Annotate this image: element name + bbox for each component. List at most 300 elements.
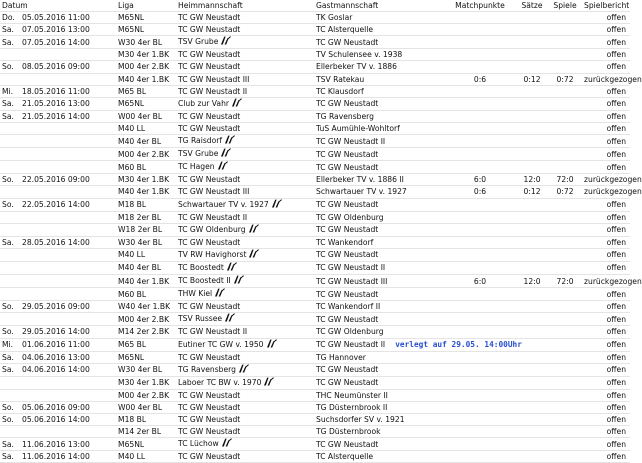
match-report-status[interactable]: offen xyxy=(582,122,630,134)
match-report-status[interactable]: offen xyxy=(582,389,630,401)
match-sets xyxy=(516,261,548,274)
match-day xyxy=(0,426,20,438)
table-row[interactable] xyxy=(0,148,630,161)
match-report-status[interactable]: offen xyxy=(582,451,630,463)
table-body xyxy=(0,12,642,463)
header-liga[interactable]: Liga xyxy=(116,0,176,12)
match-day xyxy=(0,211,20,223)
match-date: 05.06.2016 14:00 xyxy=(20,414,116,426)
match-date: 28.05.2016 14:00 xyxy=(20,236,116,248)
table-row[interactable] xyxy=(0,223,630,236)
match-date: 21.05.2016 14:00 xyxy=(20,110,116,122)
header-spiele[interactable]: Spiele xyxy=(548,0,582,12)
match-report-status[interactable]: zurückgezogen xyxy=(584,175,642,185)
guest-team-name: TG Düsternbrook xyxy=(316,427,381,437)
match-report-status[interactable]: offen xyxy=(582,248,630,261)
match-sets: 0:12 xyxy=(516,186,548,198)
guest-team-name: Suchsdorfer SV v. 1921 xyxy=(316,415,405,425)
match-day: Sa. xyxy=(0,24,20,36)
guest-team-name: Schwartauer TV v. 1927 xyxy=(316,187,407,197)
match-games xyxy=(548,148,582,161)
home-team-name: TC GW Neustadt xyxy=(178,123,241,133)
home-team-name: TC GW Neustadt xyxy=(178,175,241,185)
guest-team-name: TC GW Neustadt xyxy=(316,378,379,388)
home-team-name: TG Ravensberg xyxy=(178,364,236,374)
match-league: M40 4er 1.BK xyxy=(116,73,176,85)
guest-team xyxy=(314,426,444,438)
guest-team xyxy=(314,275,444,288)
match-points xyxy=(444,288,516,301)
location-pin-icon[interactable] xyxy=(231,98,242,110)
table-row[interactable] xyxy=(0,288,630,301)
match-report-status[interactable]: offen xyxy=(582,313,630,326)
match-games xyxy=(548,438,582,451)
match-points xyxy=(444,451,516,463)
guest-team-name: TC Wankendorf II xyxy=(316,302,381,312)
match-report-status[interactable]: offen xyxy=(582,338,630,351)
match-games xyxy=(548,426,582,438)
match-points xyxy=(444,12,516,24)
match-report-status[interactable]: offen xyxy=(582,438,630,451)
match-report-status[interactable]: offen xyxy=(582,135,630,148)
match-points: 0:6 xyxy=(444,73,516,85)
match-day: Sa. xyxy=(0,451,20,463)
table-row[interactable] xyxy=(0,36,630,49)
match-points xyxy=(444,24,516,36)
table-row[interactable] xyxy=(0,24,630,36)
match-sets xyxy=(516,24,548,36)
header-saetze[interactable]: Sätze xyxy=(516,0,548,12)
match-report-status[interactable]: offen xyxy=(582,288,630,301)
table-row[interactable] xyxy=(0,351,630,363)
table-row[interactable] xyxy=(0,438,630,451)
match-day xyxy=(0,135,20,148)
location-pin-icon[interactable] xyxy=(224,135,235,147)
location-pin-icon[interactable] xyxy=(271,199,282,211)
reschedule-note: verlegt auf 29.05. 14:00Uhr xyxy=(395,340,522,350)
home-team-name: TC GW Neustadt xyxy=(178,452,241,462)
guest-team xyxy=(314,211,444,223)
table-row[interactable] xyxy=(0,97,630,110)
guest-team-name: TC Wankendorf xyxy=(316,237,374,247)
match-report-status[interactable]: offen xyxy=(582,36,630,49)
match-day xyxy=(0,261,20,274)
location-pin-icon[interactable] xyxy=(221,438,232,450)
match-games xyxy=(548,49,582,61)
guest-team-name: TC GW Neustadt II xyxy=(316,340,386,350)
guest-team xyxy=(314,174,444,186)
home-team-name: Club zur Vahr xyxy=(178,98,230,108)
table-row[interactable] xyxy=(0,301,630,313)
match-day: Sa. xyxy=(0,36,20,49)
location-pin-icon[interactable] xyxy=(226,262,237,274)
match-day xyxy=(0,49,20,61)
match-report-status[interactable]: offen xyxy=(582,414,630,426)
guest-team xyxy=(314,198,444,211)
guest-team xyxy=(314,110,444,122)
home-team-name: TC GW Neustadt xyxy=(178,390,241,400)
table-row[interactable] xyxy=(0,61,630,73)
match-day: Sa. xyxy=(0,351,20,363)
guest-team-name: TC GW Neustadt xyxy=(316,250,379,260)
match-games xyxy=(548,85,582,97)
guest-team xyxy=(314,85,444,97)
home-team xyxy=(176,198,314,211)
match-report-status[interactable]: offen xyxy=(582,12,630,24)
guest-team-name: TC GW Neustadt xyxy=(316,162,379,172)
match-league: M40 LL xyxy=(116,451,176,463)
match-date xyxy=(20,275,116,288)
match-report-status[interactable]: offen xyxy=(582,326,630,338)
home-team-name: TC GW Oldenburg xyxy=(178,224,246,234)
match-games xyxy=(548,248,582,261)
home-team-name: TC GW Neustadt III xyxy=(178,74,250,84)
match-date: 01.06.2016 11:00 xyxy=(20,338,116,351)
match-points xyxy=(444,248,516,261)
home-team xyxy=(176,438,314,451)
table-row[interactable] xyxy=(0,402,630,414)
match-points xyxy=(444,85,516,97)
home-team xyxy=(176,161,314,174)
location-pin-icon[interactable] xyxy=(266,339,277,351)
match-points: 6:0 xyxy=(444,275,516,288)
table-row[interactable] xyxy=(0,363,630,376)
match-games xyxy=(548,12,582,24)
match-day xyxy=(0,313,20,326)
home-team-name: TC GW Neustadt xyxy=(178,50,241,60)
match-report-status[interactable]: offen xyxy=(582,223,630,236)
location-pin-icon[interactable] xyxy=(233,275,244,287)
match-league: M18 BL xyxy=(116,198,176,211)
table-row[interactable] xyxy=(0,110,630,122)
table-row[interactable] xyxy=(0,326,630,338)
match-games: 0:72 xyxy=(548,73,582,85)
match-report-status[interactable]: offen xyxy=(582,85,630,97)
match-sets xyxy=(516,451,548,463)
home-team xyxy=(176,288,314,301)
table-row[interactable] xyxy=(0,389,630,401)
table-row[interactable] xyxy=(0,49,630,61)
location-pin-icon[interactable] xyxy=(220,148,231,160)
match-report-status[interactable]: offen xyxy=(582,97,630,110)
table-row[interactable] xyxy=(0,414,630,426)
match-report-status[interactable]: zurückgezogen xyxy=(582,275,630,288)
match-sets xyxy=(516,363,548,376)
match-report-status[interactable]: zurückgezogen xyxy=(584,187,642,197)
match-sets xyxy=(516,36,548,49)
match-report-status[interactable]: offen xyxy=(582,363,630,376)
location-pin-icon[interactable] xyxy=(248,224,259,236)
match-points xyxy=(444,376,516,389)
table-row[interactable] xyxy=(0,186,630,198)
match-date: 04.06.2016 13:00 xyxy=(20,351,116,363)
match-report-status[interactable]: offen xyxy=(582,24,630,36)
match-day: So. xyxy=(0,61,20,73)
match-day: So. xyxy=(0,414,20,426)
home-team xyxy=(176,275,314,288)
home-team-name: TC Lüchow xyxy=(178,439,219,449)
location-pin-icon[interactable] xyxy=(263,377,274,389)
location-pin-icon[interactable] xyxy=(217,161,228,173)
table-row[interactable] xyxy=(0,198,630,211)
match-report-status[interactable]: offen xyxy=(582,211,630,223)
match-games xyxy=(548,198,582,211)
home-team xyxy=(176,49,314,61)
match-games xyxy=(548,351,582,363)
table-row[interactable] xyxy=(0,275,630,288)
location-pin-icon[interactable] xyxy=(214,288,225,300)
match-date: 22.05.2016 09:00 xyxy=(20,174,116,186)
home-team-name: TC Boostedt II xyxy=(178,276,231,286)
home-team-name: TC GW Neustadt xyxy=(178,302,241,312)
match-games xyxy=(548,313,582,326)
match-sets xyxy=(516,49,548,61)
guest-team xyxy=(314,236,444,248)
match-report-status[interactable]: zurückgezogen xyxy=(584,74,642,84)
match-points xyxy=(444,110,516,122)
match-date xyxy=(20,248,116,261)
match-league: W30 4er BL xyxy=(116,36,176,49)
match-sets xyxy=(516,288,548,301)
home-team-name: Schwartauer TV v. 1927 xyxy=(178,199,269,209)
guest-team-name: TG Hannover xyxy=(316,352,366,362)
home-team xyxy=(176,12,314,24)
home-team xyxy=(176,73,314,85)
match-date xyxy=(20,122,116,134)
table-row[interactable] xyxy=(0,85,630,97)
match-games xyxy=(548,338,582,351)
match-sets xyxy=(516,301,548,313)
guest-team-name: TC GW Neustadt III xyxy=(316,276,388,286)
match-date xyxy=(20,389,116,401)
match-points xyxy=(444,426,516,438)
match-points xyxy=(444,301,516,313)
match-date: 21.05.2016 13:00 xyxy=(20,97,116,110)
home-team-name: TC GW Neustadt xyxy=(178,237,241,247)
guest-team xyxy=(314,326,444,338)
match-league: M00 4er 2.BK xyxy=(116,61,176,73)
table-row[interactable] xyxy=(0,426,630,438)
match-sets xyxy=(516,389,548,401)
match-report-status[interactable]: offen xyxy=(582,161,630,174)
table-row[interactable] xyxy=(0,313,630,326)
match-league: M30 4er 1.BK xyxy=(116,376,176,389)
match-league: M65NL xyxy=(116,24,176,36)
guest-team-name: TG Düsternbrook II xyxy=(316,403,388,412)
table-row[interactable] xyxy=(0,338,630,351)
match-date xyxy=(20,261,116,274)
match-day xyxy=(0,248,20,261)
match-sets xyxy=(516,97,548,110)
location-pin-icon[interactable] xyxy=(224,313,235,325)
home-team xyxy=(176,351,314,363)
match-report-status[interactable]: offen xyxy=(582,402,630,414)
match-league: M14 2er BL xyxy=(116,426,176,438)
match-league: M00 4er 2.BK xyxy=(116,313,176,326)
match-report-status[interactable]: offen xyxy=(582,376,630,389)
home-team xyxy=(176,36,314,49)
match-games xyxy=(548,110,582,122)
match-report-status[interactable]: offen xyxy=(582,61,630,73)
match-league: M40 4er 1.BK xyxy=(116,275,176,288)
table-row[interactable] xyxy=(0,451,630,463)
match-points xyxy=(444,36,516,49)
match-points xyxy=(444,363,516,376)
match-games xyxy=(548,376,582,389)
match-league: M18 2er BL xyxy=(116,211,176,223)
guest-team-name: TV Schulensee v. 1938 xyxy=(316,50,403,60)
match-sets xyxy=(516,426,548,438)
match-sets: 12:0 xyxy=(516,174,548,186)
match-report-status[interactable]: offen xyxy=(582,198,630,211)
header-gast[interactable]: Gastmannschaft xyxy=(314,0,444,12)
home-team xyxy=(176,451,314,463)
home-team xyxy=(176,261,314,274)
home-team xyxy=(176,236,314,248)
home-team xyxy=(176,148,314,161)
table-row[interactable] xyxy=(0,211,630,223)
location-pin-icon[interactable] xyxy=(248,249,259,261)
match-report-status[interactable]: offen xyxy=(582,236,630,248)
match-games xyxy=(548,211,582,223)
guest-team-name: TC GW Neustadt xyxy=(316,289,379,299)
home-team xyxy=(176,61,314,73)
match-date: 05.05.2016 11:00 xyxy=(20,12,116,24)
match-sets xyxy=(516,110,548,122)
match-sets xyxy=(516,438,548,451)
guest-team-name: TC Klausdorf xyxy=(316,86,364,96)
match-day: Sa. xyxy=(0,97,20,110)
table-row[interactable] xyxy=(0,135,630,148)
guest-team xyxy=(314,223,444,236)
match-day: So. xyxy=(0,174,20,186)
home-team xyxy=(176,363,314,376)
match-league: M65NL xyxy=(116,438,176,451)
home-team xyxy=(176,338,314,351)
table-row[interactable] xyxy=(0,376,630,389)
table-row[interactable] xyxy=(0,73,630,85)
match-games xyxy=(548,402,582,414)
match-league: W00 4er BL xyxy=(116,110,176,122)
match-report-status[interactable]: offen xyxy=(582,301,630,313)
match-sets xyxy=(516,402,548,414)
table-row[interactable] xyxy=(0,122,630,134)
location-pin-icon[interactable] xyxy=(238,364,249,376)
match-sets xyxy=(516,351,548,363)
table-row[interactable] xyxy=(0,174,630,186)
guest-team-name: TC Alsterquelle xyxy=(316,25,374,35)
match-points xyxy=(444,414,516,426)
match-sets xyxy=(516,248,548,261)
match-day: Sa. xyxy=(0,236,20,248)
home-team xyxy=(176,110,314,122)
match-games: 72:0 xyxy=(548,275,582,288)
home-team-name: Eutiner TC GW v. 1950 xyxy=(178,339,264,349)
match-points xyxy=(444,61,516,73)
match-points xyxy=(444,402,516,414)
match-sets xyxy=(516,313,548,326)
match-league: M65 BL xyxy=(116,85,176,97)
match-report-status[interactable]: offen xyxy=(582,261,630,274)
guest-team xyxy=(314,24,444,36)
match-league: M65 BL xyxy=(116,338,176,351)
match-day: Sa. xyxy=(0,110,20,122)
home-team-name: TSV Grube xyxy=(178,37,219,47)
table-header-row xyxy=(0,0,630,12)
guest-team xyxy=(314,73,444,85)
header-heim[interactable]: Heimmannschaft xyxy=(176,0,314,12)
match-date: 22.05.2016 14:00 xyxy=(20,198,116,211)
guest-team-name: TC GW Neustadt xyxy=(316,314,379,324)
match-sets xyxy=(516,198,548,211)
match-day: Sa. xyxy=(0,438,20,451)
match-date: 05.06.2016 09:00 xyxy=(20,402,116,414)
match-points xyxy=(444,49,516,61)
guest-team-name: TC Alsterquelle xyxy=(316,452,374,462)
match-league: M40 4er 1.BK xyxy=(116,186,176,198)
match-day xyxy=(0,389,20,401)
table-row[interactable] xyxy=(0,12,630,24)
guest-team xyxy=(314,135,444,148)
match-sets: 12:0 xyxy=(516,275,548,288)
guest-team xyxy=(314,351,444,363)
match-date: 29.05.2016 09:00 xyxy=(20,301,116,313)
home-team-name: TC GW Neustadt xyxy=(178,352,241,362)
guest-team xyxy=(314,186,444,198)
match-games: 72:0 xyxy=(548,174,582,186)
match-report-status[interactable]: offen xyxy=(582,110,630,122)
header-bericht[interactable]: Spielbericht xyxy=(584,1,630,10)
match-day: So. xyxy=(0,402,20,414)
match-league: M00 4er 2.BK xyxy=(116,148,176,161)
home-team-name: TC GW Neustadt xyxy=(178,111,241,121)
match-report-status[interactable]: offen xyxy=(582,426,630,438)
header-datum[interactable]: Datum xyxy=(0,0,116,12)
match-points: 6:0 xyxy=(444,174,516,186)
match-sets xyxy=(516,211,548,223)
match-sets xyxy=(516,148,548,161)
match-report-status[interactable]: offen xyxy=(582,351,630,363)
match-date: 11.06.2016 14:00 xyxy=(20,451,116,463)
match-points xyxy=(444,198,516,211)
table-row[interactable] xyxy=(0,236,630,248)
match-points xyxy=(444,389,516,401)
guest-team xyxy=(314,338,522,351)
match-date xyxy=(20,161,116,174)
match-day: Sa. xyxy=(0,363,20,376)
home-team-name: Laboer TC BW v. 1970 xyxy=(178,377,262,387)
match-report-status[interactable]: offen xyxy=(582,148,630,161)
match-games xyxy=(548,389,582,401)
match-sets xyxy=(516,414,548,426)
guest-team xyxy=(314,49,444,61)
table-row[interactable] xyxy=(0,261,630,274)
location-pin-icon[interactable] xyxy=(220,36,231,48)
match-games xyxy=(548,24,582,36)
home-team-name: THW Kiel xyxy=(178,289,213,299)
header-punkte[interactable]: Matchpunkte xyxy=(444,0,516,12)
guest-team-name: TC GW Neustadt xyxy=(316,225,379,235)
match-league: M00 4er 2.BK xyxy=(116,389,176,401)
match-games xyxy=(548,451,582,463)
match-date xyxy=(20,288,116,301)
match-league: M60 BL xyxy=(116,161,176,174)
table-row[interactable] xyxy=(0,248,630,261)
home-team-name: TC Hagen xyxy=(178,162,215,172)
table-row[interactable] xyxy=(0,161,630,174)
home-team-name: TC GW Neustadt xyxy=(178,427,241,437)
match-report-status[interactable]: offen xyxy=(582,49,630,61)
